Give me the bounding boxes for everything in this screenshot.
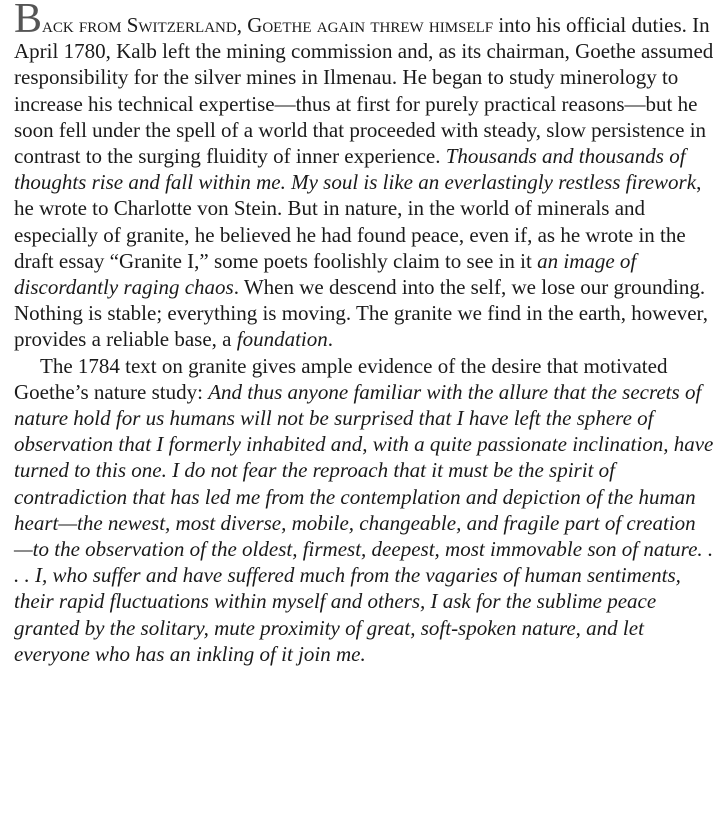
- drop-cap: B: [14, 0, 43, 42]
- small-caps-lead-in: ack from Switzerland, Goethe again threw himself: [42, 13, 494, 37]
- text-run: .: [327, 327, 334, 352]
- text-run: , he wrote to Charlotte von Stein. But in nature, in the world of minerals and especially of granite, he believed he had found peace, even if, as he wrote in the draft essay “Granite I,” some poets foolishly claim to see in it: [14, 170, 702, 273]
- italic-quote: an image of discordantly raging chaos: [14, 248, 637, 300]
- paragraph-1: [14, 0, 714, 353]
- text-run: The 1784 text on granite gives ample evidence of the desire that motivated Goethe’s nature study:: [14, 353, 668, 404]
- paragraph-2: [14, 353, 714, 667]
- text-run: . When we descend into the self, we lose our grounding. Nothing is stable; everything is moving. The granite we find in the earth, however, provides a reliable base, a: [14, 275, 708, 352]
- italic-quote: Thousands and thousands of thoughts rise and fall within me. My soul is like an everlastingly restless firework: [14, 144, 697, 195]
- book-page-text: [14, 0, 714, 667]
- italic-quote: And thus anyone familiar with the allure that the secrets of nature hold for us humans will not be surprised that I have left the sphere of observation that I formerly inhabited and, with a quite passionate inclination, have turned to this one. I do not fear the reproach that it must be the spirit of contradiction that has led me from the contemplation and depiction of the human heart—the newest, most diverse, mobile, changeable, and fragile part of creation—to the observation of the oldest, firmest, deepest, most immovable son of nature. . . . I, who suffer and have suffered much from the vagaries of human sentiments, their rapid fluctuations within myself and others, I ask for the sublime peace granted by the solitary, mute proximity of great, soft-spoken nature, and let everyone who has an inkling of it join me.: [14, 379, 714, 666]
- italic-term: foundation: [236, 327, 328, 352]
- text-run: into his official duties. In April 1780, Kalb left the mining commission and, as its chairman, Goethe assumed responsibility for the silver mines in Ilmenau. He began to study minerology to increase his technical expertise—thus at first for purely practical reasons—but he soon fell under the spell of a world that proceeded with steady, slow persistence in contrast to the surging fluidity of inner experience.: [14, 13, 714, 169]
